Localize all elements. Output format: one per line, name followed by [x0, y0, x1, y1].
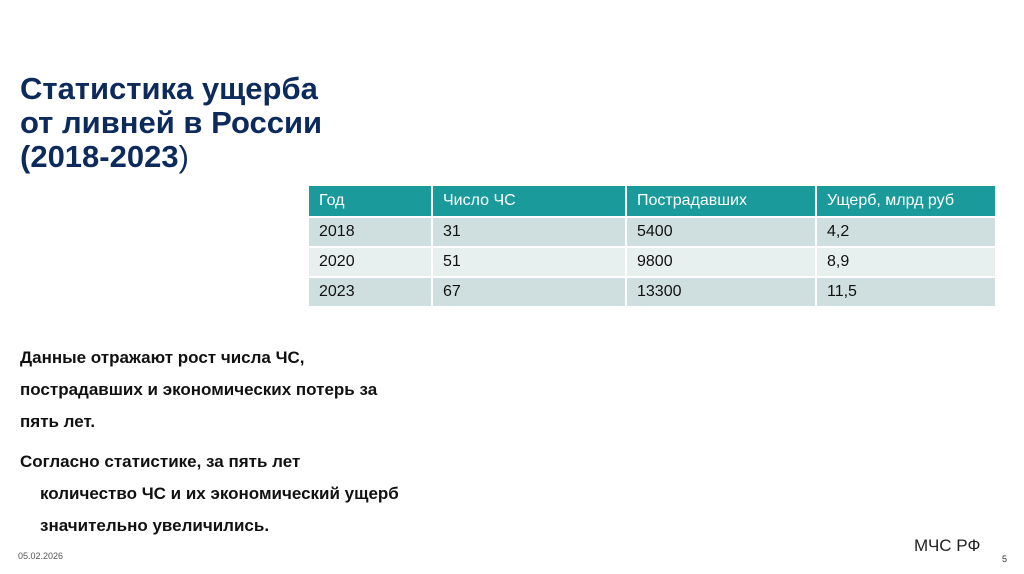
cell-victims: 5400: [626, 217, 816, 247]
paragraph-statistics-summary: Согласно статистике, за пять лет количество ЧС и их экономический ущерб значительно увеличились.: [20, 452, 399, 535]
header-year: Год: [308, 185, 432, 217]
cell-incident-count: 67: [432, 277, 626, 307]
table-header-row: [308, 185, 996, 217]
cell-damage: 4,2: [816, 217, 996, 247]
slide-title-end: ): [178, 139, 189, 174]
header-damage: Ущерб, млрд руб: [816, 185, 996, 217]
body-text: [20, 342, 400, 550]
cell-victims: 13300: [626, 277, 816, 307]
cell-year: 2023: [308, 277, 432, 307]
cell-damage: 11,5: [816, 277, 996, 307]
footer-date: 05.02.2026: [18, 551, 64, 561]
header-victims: Пострадавших: [626, 185, 816, 217]
slide-title-main: Статистика ущерба от ливней в России (2018-2023: [20, 71, 323, 174]
page-number: 5: [1002, 554, 1008, 564]
cell-victims: 9800: [626, 247, 816, 277]
table-row: [308, 277, 996, 307]
slide-title: [20, 72, 350, 174]
footer-organization: МЧС РФ: [914, 536, 981, 555]
cell-year: 2020: [308, 247, 432, 277]
table-row: [308, 217, 996, 247]
table-row: [308, 247, 996, 277]
cell-incident-count: 31: [432, 217, 626, 247]
cell-incident-count: 51: [432, 247, 626, 277]
statistics-table: [307, 184, 997, 308]
paragraph-data-growth: Данные отражают рост числа ЧС, пострадавших и экономических потерь за пять лет.: [20, 348, 378, 431]
header-incident-count: Число ЧС: [432, 185, 626, 217]
cell-year: 2018: [308, 217, 432, 247]
cell-damage: 8,9: [816, 247, 996, 277]
